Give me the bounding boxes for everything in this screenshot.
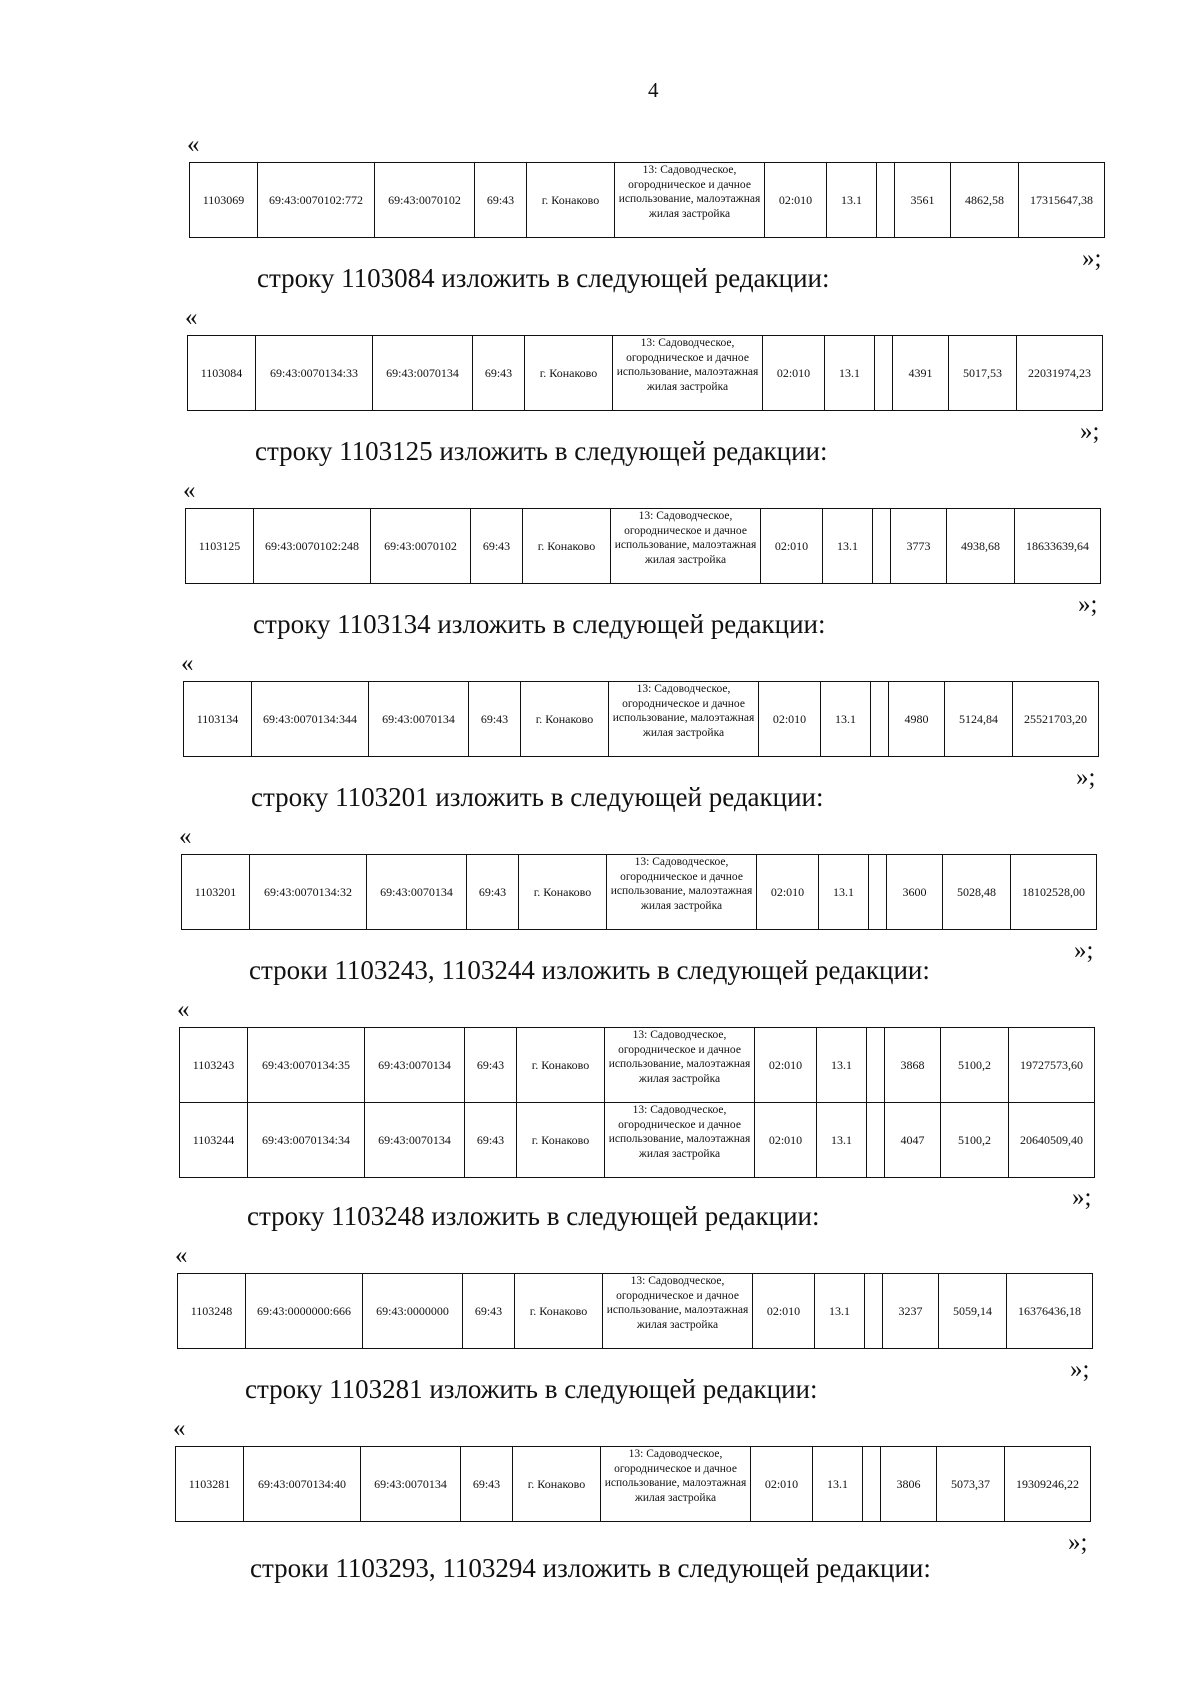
cell-code: 02:010 (761, 509, 823, 584)
cell-district: 69:43 (473, 336, 525, 411)
cell-empty (865, 1274, 883, 1349)
cadastral-table (185, 508, 1101, 584)
table-row (180, 1028, 1095, 1103)
cell-district: 69:43 (465, 1028, 517, 1103)
cadastral-table (187, 335, 1103, 411)
cell-area: 3868 (885, 1028, 941, 1103)
cell-purpose: 13: Садоводческое, огородническое и дачное использование, малоэтажная жилая застройка (607, 855, 757, 930)
table-row (182, 855, 1097, 930)
cell-value: 16376436,18 (1007, 1274, 1093, 1349)
cell-group: 13.1 (819, 855, 869, 930)
cell-city: г. Конаково (515, 1274, 603, 1349)
cadastral-table (175, 1446, 1091, 1522)
cell-cad: 69:43:0070102:248 (254, 509, 371, 584)
cell-district: 69:43 (465, 1103, 517, 1178)
cell-rate: 5028,48 (943, 855, 1011, 930)
cell-city: г. Конаково (527, 163, 615, 238)
cell-city: г. Конаково (521, 682, 609, 757)
table-row (176, 1447, 1091, 1522)
cell-code: 02:010 (757, 855, 819, 930)
closing-quote: »; (1074, 937, 1094, 964)
cadastral-table (183, 681, 1099, 757)
cell-value: 17315647,38 (1019, 163, 1105, 238)
cell-block: 69:43:0000000 (363, 1274, 463, 1349)
table-row (178, 1274, 1093, 1349)
cell-city: г. Конаково (517, 1103, 605, 1178)
cell-rate: 5073,37 (937, 1447, 1005, 1522)
cell-group: 13.1 (817, 1103, 867, 1178)
cell-rate: 4862,58 (951, 163, 1019, 238)
cadastral-table (177, 1273, 1093, 1349)
cell-city: г. Конаково (525, 336, 613, 411)
cell-code: 02:010 (751, 1447, 813, 1522)
cell-block: 69:43:0070134 (367, 855, 467, 930)
cell-purpose: 13: Садоводческое, огородническое и дачное использование, малоэтажная жилая застройка (611, 509, 761, 584)
cell-empty (877, 163, 895, 238)
table-row (190, 163, 1105, 238)
cell-value: 20640509,40 (1009, 1103, 1095, 1178)
cell-area: 4980 (889, 682, 945, 757)
cell-group: 13.1 (815, 1274, 865, 1349)
cell-id: 1103281 (176, 1447, 244, 1522)
amendment-heading: строку 1103134 изложить в следующей редакции: (253, 609, 826, 639)
cell-purpose: 13: Садоводческое, огородническое и дачное использование, малоэтажная жилая застройка (615, 163, 765, 238)
cell-cad: 69:43:0070134:344 (252, 682, 369, 757)
closing-quote: »; (1080, 418, 1100, 445)
cell-id: 1103084 (188, 336, 256, 411)
opening-quote: « (175, 1242, 188, 1269)
cadastral-table (179, 1027, 1095, 1178)
cell-id: 1103201 (182, 855, 250, 930)
opening-quote: « (183, 477, 196, 504)
cell-empty (875, 336, 893, 411)
opening-quote: « (187, 131, 200, 158)
cell-rate: 4938,68 (947, 509, 1015, 584)
cell-cad: 69:43:0000000:666 (246, 1274, 363, 1349)
cell-area: 3237 (883, 1274, 939, 1349)
cell-group: 13.1 (827, 163, 877, 238)
closing-quote: »; (1068, 1529, 1088, 1556)
cell-value: 19309246,22 (1005, 1447, 1091, 1522)
cell-block: 69:43:0070102 (371, 509, 471, 584)
cell-purpose: 13: Садоводческое, огородническое и дачное использование, малоэтажная жилая застройка (605, 1028, 755, 1103)
cell-city: г. Конаково (517, 1028, 605, 1103)
cell-group: 13.1 (825, 336, 875, 411)
cell-code: 02:010 (759, 682, 821, 757)
cell-empty (871, 682, 889, 757)
cell-purpose: 13: Садоводческое, огородническое и дачное использование, малоэтажная жилая застройка (601, 1447, 751, 1522)
cell-district: 69:43 (469, 682, 521, 757)
cell-code: 02:010 (755, 1103, 817, 1178)
cell-value: 22031974,23 (1017, 336, 1103, 411)
cell-cad: 69:43:0070134:33 (256, 336, 373, 411)
closing-quote: »; (1076, 764, 1096, 791)
cell-id: 1103243 (180, 1028, 248, 1103)
cell-rate: 5124,84 (945, 682, 1013, 757)
cell-purpose: 13: Садоводческое, огородническое и дачное использование, малоэтажная жилая застройка (603, 1274, 753, 1349)
cell-block: 69:43:0070134 (369, 682, 469, 757)
cell-group: 13.1 (823, 509, 873, 584)
cell-city: г. Конаково (513, 1447, 601, 1522)
table-row (184, 682, 1099, 757)
cell-empty (867, 1103, 885, 1178)
opening-quote: « (185, 304, 198, 331)
cell-city: г. Конаково (523, 509, 611, 584)
cell-block: 69:43:0070102 (375, 163, 475, 238)
cell-id: 1103125 (186, 509, 254, 584)
cell-group: 13.1 (817, 1028, 867, 1103)
cell-value: 18102528,00 (1011, 855, 1097, 930)
final-section-heading: строки 1103293, 1103294 изложить в следующей редакции: (250, 1553, 931, 1583)
cell-code: 02:010 (755, 1028, 817, 1103)
cell-cad: 69:43:0070134:35 (248, 1028, 365, 1103)
cell-value: 18633639,64 (1015, 509, 1101, 584)
opening-quote: « (179, 823, 192, 850)
amendment-heading: строку 1103201 изложить в следующей редакции: (251, 782, 824, 812)
amendment-heading: строку 1103281 изложить в следующей редакции: (245, 1374, 818, 1404)
cell-rate: 5100,2 (941, 1028, 1009, 1103)
cell-area: 4047 (885, 1103, 941, 1178)
page-number: 4 (648, 78, 659, 102)
opening-quote: « (173, 1415, 186, 1442)
cell-code: 02:010 (763, 336, 825, 411)
cell-empty (869, 855, 887, 930)
cell-district: 69:43 (467, 855, 519, 930)
cell-rate: 5059,14 (939, 1274, 1007, 1349)
cell-value: 25521703,20 (1013, 682, 1099, 757)
cell-city: г. Конаково (519, 855, 607, 930)
cell-empty (867, 1028, 885, 1103)
cell-code: 02:010 (753, 1274, 815, 1349)
cell-rate: 5100,2 (941, 1103, 1009, 1178)
cell-rate: 5017,53 (949, 336, 1017, 411)
amendment-heading: строку 1103125 изложить в следующей редакции: (255, 436, 828, 466)
cell-area: 3561 (895, 163, 951, 238)
cell-district: 69:43 (461, 1447, 513, 1522)
cell-code: 02:010 (765, 163, 827, 238)
cell-area: 4391 (893, 336, 949, 411)
cell-id: 1103134 (184, 682, 252, 757)
closing-quote: »; (1082, 245, 1102, 272)
cell-block: 69:43:0070134 (365, 1028, 465, 1103)
amendment-heading: строки 1103243, 1103244 изложить в следующей редакции: (249, 955, 930, 985)
cell-area: 3600 (887, 855, 943, 930)
cell-block: 69:43:0070134 (373, 336, 473, 411)
cell-cad: 69:43:0070134:32 (250, 855, 367, 930)
cell-purpose: 13: Садоводческое, огородническое и дачное использование, малоэтажная жилая застройка (613, 336, 763, 411)
cell-purpose: 13: Садоводческое, огородническое и дачное использование, малоэтажная жилая застройка (605, 1103, 755, 1178)
table-row (186, 509, 1101, 584)
opening-quote: « (181, 650, 194, 677)
cell-area: 3773 (891, 509, 947, 584)
cell-district: 69:43 (471, 509, 523, 584)
cell-district: 69:43 (463, 1274, 515, 1349)
amendment-heading: строку 1103084 изложить в следующей редакции: (257, 263, 830, 293)
cell-block: 69:43:0070134 (365, 1103, 465, 1178)
table-row (180, 1103, 1095, 1178)
cell-purpose: 13: Садоводческое, огородническое и дачное использование, малоэтажная жилая застройка (609, 682, 759, 757)
cell-empty (863, 1447, 881, 1522)
table-row (188, 336, 1103, 411)
cell-id: 1103244 (180, 1103, 248, 1178)
cell-empty (873, 509, 891, 584)
cadastral-table (189, 162, 1105, 238)
cell-value: 19727573,60 (1009, 1028, 1095, 1103)
cell-cad: 69:43:0070134:34 (248, 1103, 365, 1178)
cell-id: 1103248 (178, 1274, 246, 1349)
cell-area: 3806 (881, 1447, 937, 1522)
cell-cad: 69:43:0070134:40 (244, 1447, 361, 1522)
closing-quote: »; (1072, 1184, 1092, 1211)
cell-district: 69:43 (475, 163, 527, 238)
cell-group: 13.1 (821, 682, 871, 757)
closing-quote: »; (1078, 591, 1098, 618)
cell-id: 1103069 (190, 163, 258, 238)
cell-group: 13.1 (813, 1447, 863, 1522)
cell-block: 69:43:0070134 (361, 1447, 461, 1522)
closing-quote: »; (1070, 1356, 1090, 1383)
amendment-heading: строку 1103248 изложить в следующей редакции: (247, 1201, 820, 1231)
cell-cad: 69:43:0070102:772 (258, 163, 375, 238)
cadastral-table (181, 854, 1097, 930)
opening-quote: « (177, 996, 190, 1023)
